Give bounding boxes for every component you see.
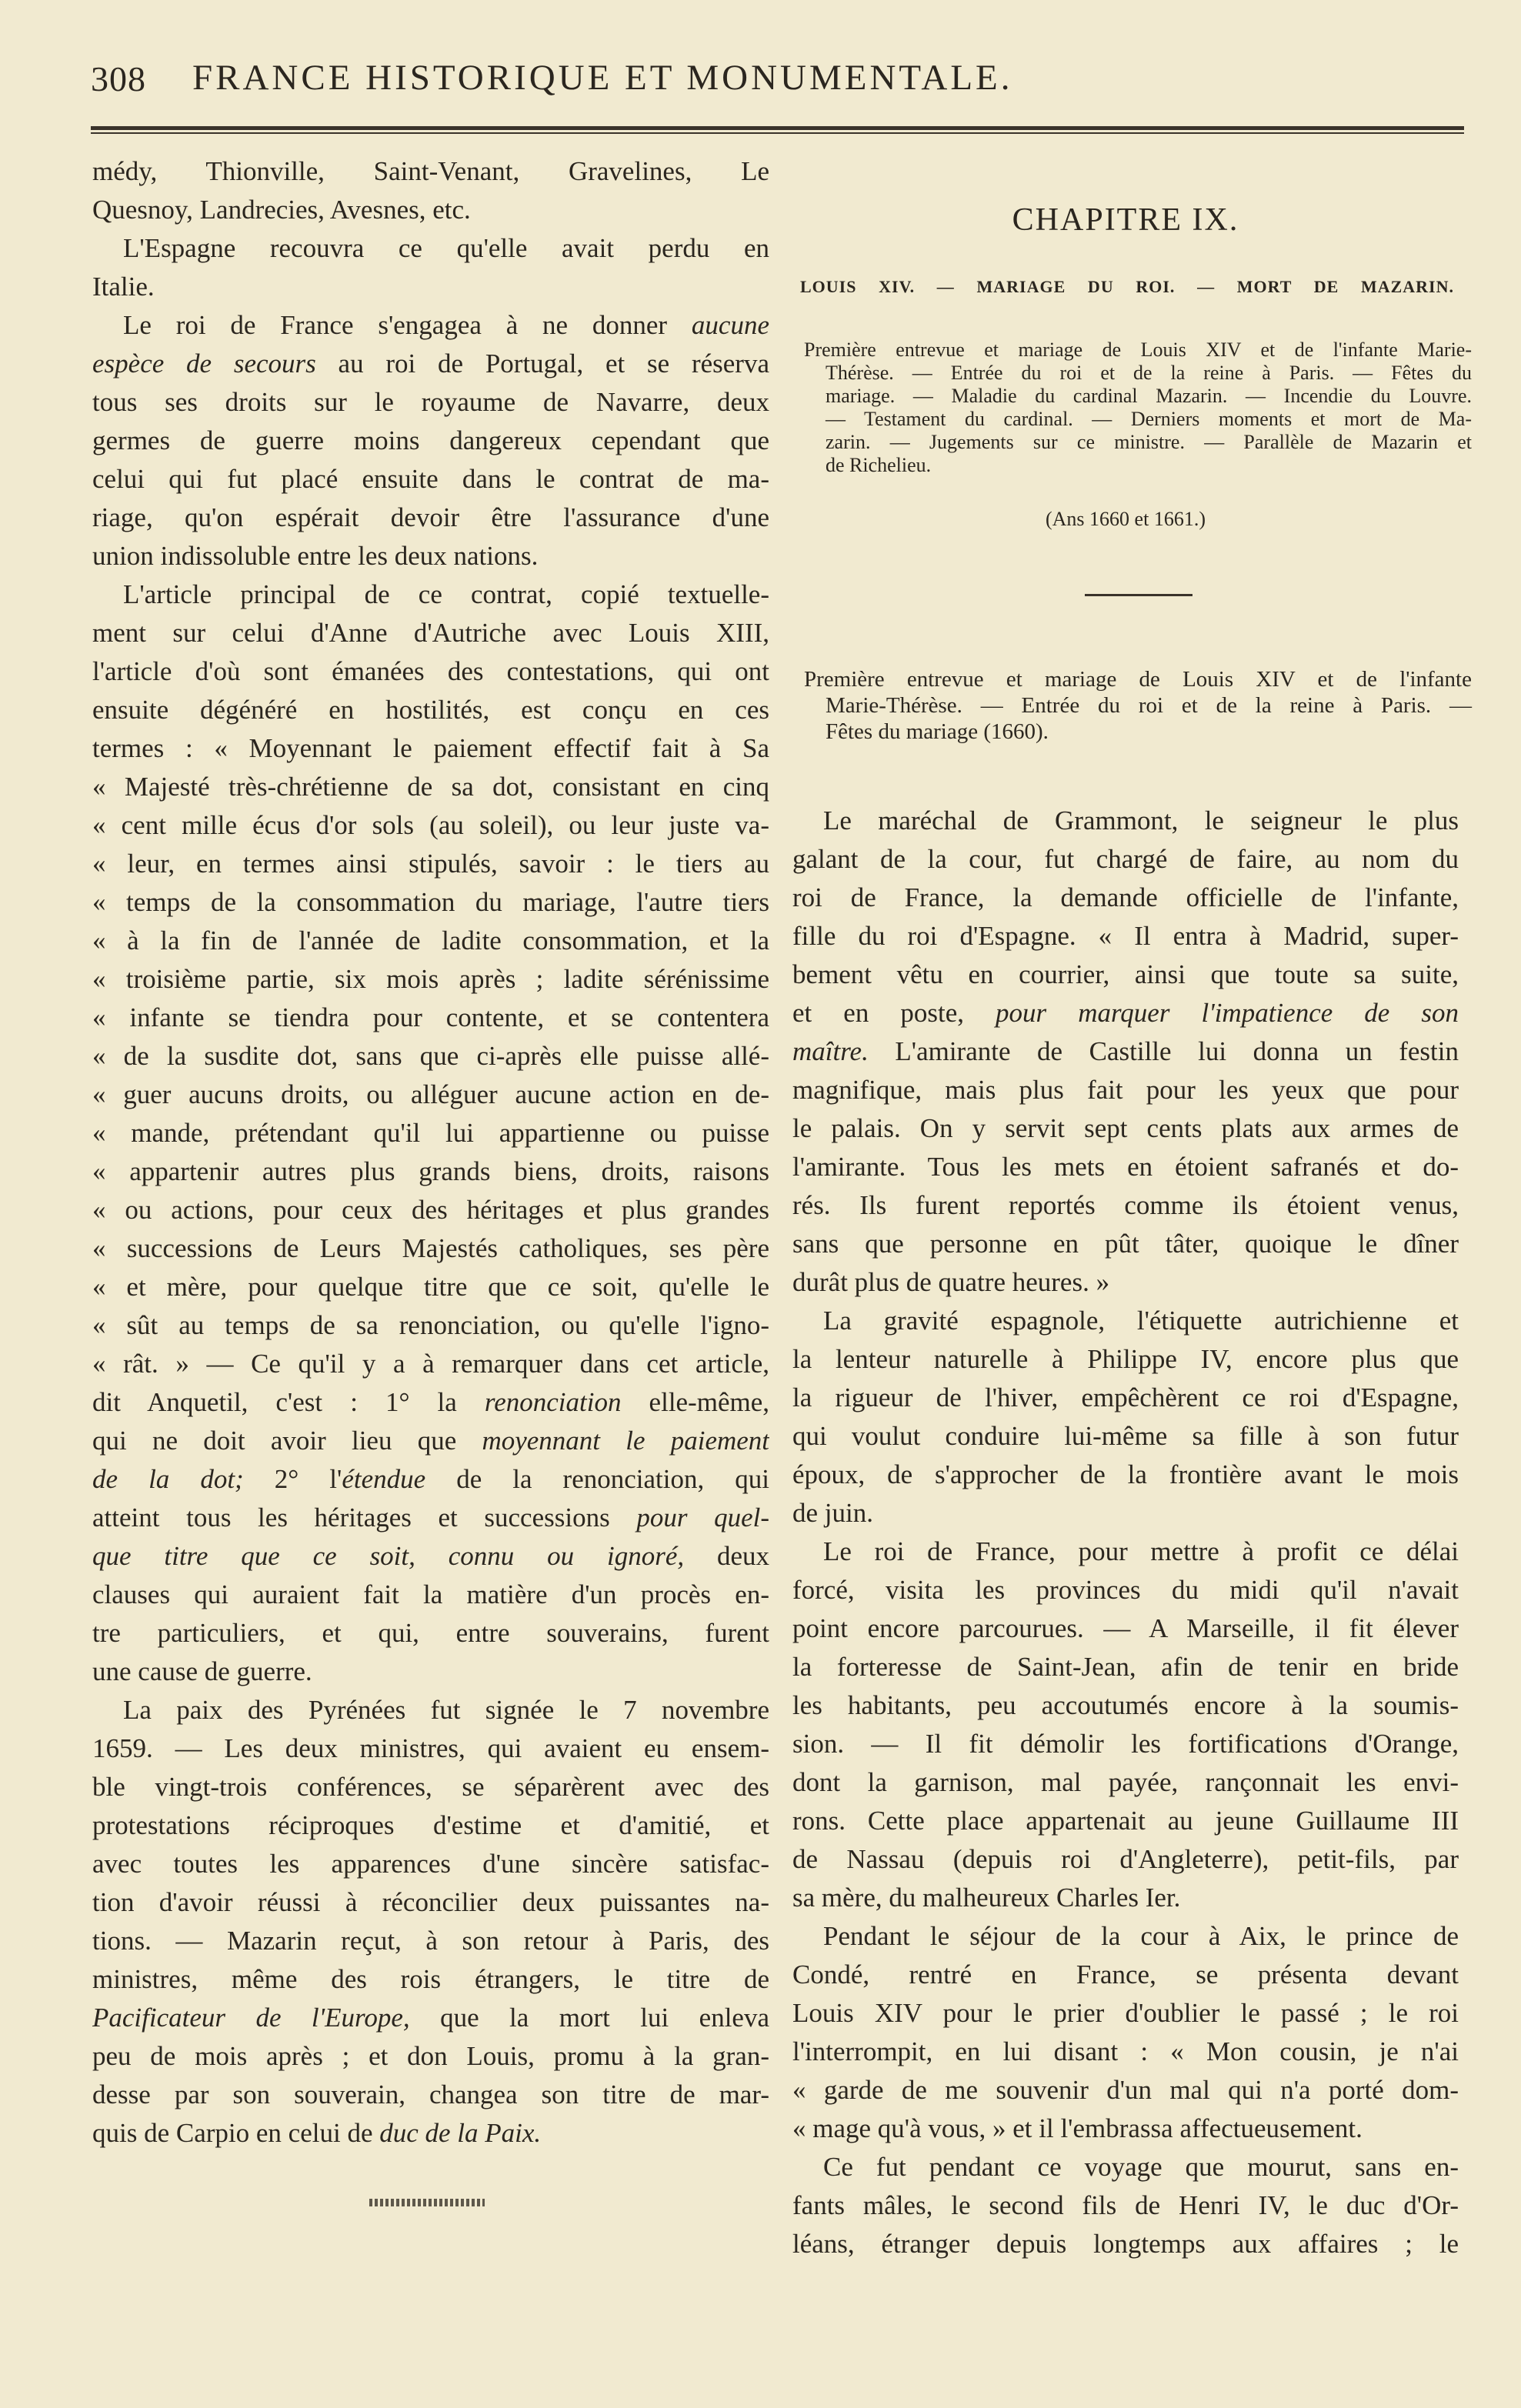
- text-line: [92, 1383, 769, 1422]
- text-line: [92, 1460, 769, 1499]
- text-line: [92, 1037, 769, 1076]
- text-segment: germes de guerre moins dangereux cependant que: [92, 425, 769, 455]
- text-segment: « Majesté très-chrétienne de sa dot, consistant en cinq: [92, 772, 769, 802]
- text-line: [92, 922, 769, 960]
- text-line: [92, 1883, 769, 1922]
- italic-text: étendue: [342, 1464, 426, 1494]
- text-segment: rons. Cette place appartenait au jeune Guillaume III: [792, 1806, 1459, 1836]
- text-line: [92, 1306, 769, 1345]
- text-line: [92, 1999, 769, 2037]
- text-line: [792, 1109, 1459, 1148]
- text-segment: « successions de Leurs Majestés catholiques, ses père: [92, 1233, 769, 1263]
- text-segment: « ou actions, pour ceux des héritages et plus grandes: [92, 1195, 769, 1225]
- text-segment: sion. — Il fit démolir les fortifications d'Orange,: [792, 1729, 1459, 1759]
- text-line: [792, 1494, 1459, 1533]
- text-line: [792, 1071, 1459, 1109]
- summary-line: mariage. — Maladie du cardinal Mazarin. — Incendie du Louvre.: [826, 385, 1472, 407]
- text-line: [792, 2225, 1459, 2263]
- text-line: [92, 383, 769, 422]
- text-line: [792, 2110, 1459, 2148]
- chapter-years: (Ans 1660 et 1661.): [1046, 508, 1206, 530]
- section-summary-line: Première entrevue et mariage de Louis XIV et de l'infante: [804, 667, 1472, 692]
- text-segment: ble vingt-trois conférences, se séparèrent avec des: [92, 1772, 769, 1802]
- text-segment: Ce fut pendant ce voyage que mourut, sans en-: [823, 2152, 1459, 2182]
- text-line: [792, 2033, 1459, 2071]
- text-line: [92, 537, 769, 575]
- chapter-subtitle: LOUIS XIV. — MARIAGE DU ROI. — MORT DE MAZARIN.: [800, 277, 1454, 296]
- text-line: [92, 345, 769, 383]
- text-line: [92, 1960, 769, 1999]
- text-segment: médy, Thionville, Saint-Venant, Gravelines, Le: [92, 156, 769, 186]
- summary-line: Première entrevue et mariage de Louis XIV et de l'infante Marie-: [804, 339, 1472, 361]
- text-line: [92, 806, 769, 845]
- text-segment: rés. Ils furent reportés comme ils étoient venus,: [792, 1190, 1459, 1220]
- text-segment: de juin.: [792, 1498, 873, 1528]
- text-segment: « guer aucuns droits, ou alléguer aucune action en de-: [92, 1079, 769, 1109]
- text-segment: dont la garnison, mal payée, rançonnait les envi-: [792, 1767, 1459, 1797]
- text-segment: « à la fin de l'année de ladite consommation, et la: [92, 926, 769, 956]
- text-line: [92, 460, 769, 499]
- text-line: [92, 1499, 769, 1537]
- text-segment: forcé, visita les provinces du midi qu'il n'avait: [792, 1575, 1459, 1605]
- text-segment: Louis XIV pour le prier d'oublier le passé ; le roi: [792, 1998, 1459, 2028]
- text-line: [792, 956, 1459, 994]
- text-segment: L'amirante de Castille lui donna un festin: [868, 1036, 1459, 1066]
- text-segment: que la mort lui enleva: [409, 2003, 769, 2033]
- text-line: [792, 1186, 1459, 1225]
- text-line: [792, 1148, 1459, 1186]
- text-line: [792, 879, 1459, 917]
- section-summary-line: Fêtes du mariage (1660).: [826, 719, 1049, 744]
- text-segment: fants mâles, le second fils de Henri IV, le duc d'Or-: [792, 2190, 1459, 2220]
- text-segment: Le roi de France, pour mettre à profit ce délai: [823, 1536, 1459, 1566]
- text-line: [792, 1225, 1459, 1263]
- text-segment: sans que personne en pût tâter, quoique le dîner: [792, 1229, 1459, 1259]
- italic-text: que titre que ce soit, connu ou ignoré,: [92, 1541, 685, 1571]
- text-line: [792, 917, 1459, 956]
- text-segment: riage, qu'on espérait devoir être l'assurance d'une: [92, 502, 769, 532]
- text-segment: « sût au temps de sa renonciation, ou qu'elle l'igno-: [92, 1310, 769, 1340]
- text-line: [792, 2071, 1459, 2110]
- text-segment: « garde de me souvenir d'un mal qui n'a porté dom-: [792, 2075, 1459, 2105]
- text-segment: ministres, même des rois étrangers, le titre de: [92, 1964, 769, 1994]
- text-line: [792, 840, 1459, 879]
- text-segment: deux: [684, 1541, 769, 1571]
- section-rule: [1085, 594, 1192, 596]
- text-segment: qui ne doit avoir lieu que: [92, 1426, 482, 1456]
- text-line: [792, 1263, 1459, 1302]
- text-line: [92, 1691, 769, 1729]
- text-segment: Condé, rentré en France, se présenta devant: [792, 1959, 1459, 1989]
- summary-line: zarin. — Jugements sur ce ministre. — Parallèle de Mazarin et: [826, 431, 1472, 453]
- text-segment: bement vêtu en courrier, ainsi que toute sa suite,: [792, 959, 1459, 989]
- text-segment: L'article principal de ce contrat, copié textuelle-: [123, 579, 769, 609]
- right-column: [792, 802, 1459, 2263]
- text-segment: L'Espagne recouvra ce qu'elle avait perdu en: [123, 233, 769, 263]
- text-segment: « appartenir autres plus grands biens, droits, raisons: [92, 1156, 769, 1186]
- text-segment: dit Anquetil, c'est : 1° la: [92, 1387, 485, 1417]
- text-segment: Le maréchal de Grammont, le seigneur le plus: [823, 805, 1459, 835]
- text-segment: le palais. On y servit sept cents plats aux armes de: [792, 1113, 1459, 1143]
- page-number: 308: [91, 59, 146, 98]
- text-line: [792, 1994, 1459, 2033]
- text-segment: la lenteur naturelle à Philippe IV, encore plus que: [792, 1344, 1459, 1374]
- text-line: [792, 994, 1459, 1032]
- text-segment: « de la susdite dot, sans que ci-après elle puisse allé-: [92, 1041, 769, 1071]
- text-line: [792, 1879, 1459, 1917]
- text-line: [92, 2076, 769, 2114]
- text-line: [792, 1609, 1459, 1648]
- text-segment: l'interrompit, en lui disant : « Mon cousin, je n'ai: [792, 2036, 1459, 2066]
- header-rule-thin: [91, 132, 1464, 134]
- text-segment: l'article d'où sont émanées des contestations, qui ont: [92, 656, 769, 686]
- text-line: [92, 1268, 769, 1306]
- text-segment: protestations réciproques d'estime et d'amitié, et: [92, 1810, 769, 1840]
- text-line: [792, 1032, 1459, 1071]
- text-line: [92, 1229, 769, 1268]
- text-line: [92, 1576, 769, 1614]
- text-segment: époux, de s'approcher de la frontière avant le mois: [792, 1459, 1459, 1489]
- italic-text: maître.: [792, 1036, 869, 1066]
- text-segment: 1659. — Les deux ministres, qui avaient eu ensem-: [92, 1733, 769, 1763]
- summary-line: Thérèse. — Entrée du roi et de la reine à Paris. — Fêtes du: [826, 362, 1472, 384]
- text-segment: la rigueur de l'hiver, empêchèrent ce roi d'Espagne,: [792, 1382, 1459, 1412]
- text-line: [792, 2186, 1459, 2225]
- text-line: [792, 1840, 1459, 1879]
- italic-text: pour marquer l'impatience de son: [996, 998, 1459, 1028]
- header-rule: [91, 126, 1464, 130]
- text-segment: desse par son souverain, changea son titre de mar-: [92, 2079, 769, 2110]
- text-segment: magnifique, mais plus fait pour les yeux que pour: [792, 1075, 1459, 1105]
- text-line: [792, 1302, 1459, 1340]
- text-line: [92, 1345, 769, 1383]
- text-segment: Italie.: [92, 272, 155, 302]
- text-line: [92, 999, 769, 1037]
- text-line: [92, 768, 769, 806]
- left-column: [92, 152, 769, 2153]
- text-segment: « rât. » — Ce qu'il y a à remarquer dans cet article,: [92, 1349, 769, 1379]
- text-segment: « et mère, pour quelque titre que ce soit, qu'elle le: [92, 1272, 769, 1302]
- italic-text: Pacificateur de l'Europe,: [92, 2003, 410, 2033]
- text-line: [92, 1845, 769, 1883]
- text-segment: l'amirante. Tous les mets en étoient safranés et do-: [792, 1152, 1459, 1182]
- text-segment: fille du roi d'Espagne. « Il entra à Madrid, super-: [792, 921, 1459, 951]
- text-segment: « troisième partie, six mois après ; ladite sérénissime: [92, 964, 769, 994]
- text-line: [92, 268, 769, 306]
- text-line: [792, 1533, 1459, 1571]
- text-line: [92, 883, 769, 922]
- text-line: [92, 191, 769, 229]
- summary-line: de Richelieu.: [826, 454, 932, 476]
- text-line: [792, 1648, 1459, 1686]
- text-segment: roi de France, la demande officielle de l'infante,: [792, 882, 1459, 912]
- text-segment: La gravité espagnole, l'étiquette autrichienne et: [823, 1306, 1459, 1336]
- text-line: [792, 802, 1459, 840]
- text-line: [92, 1191, 769, 1229]
- text-line: [792, 1802, 1459, 1840]
- text-segment: une cause de guerre.: [92, 1656, 312, 1686]
- text-segment: termes : « Moyennant le paiement effectif fait à Sa: [92, 733, 769, 763]
- text-segment: Le roi de France s'engagea à ne donner: [123, 310, 692, 340]
- text-line: [92, 652, 769, 691]
- italic-text: espèce de secours: [92, 349, 316, 379]
- text-segment: les habitants, peu accoutumés encore à la soumis-: [792, 1690, 1459, 1720]
- italic-text: de la dot;: [92, 1464, 244, 1494]
- text-segment: quis de Carpio en celui de: [92, 2118, 380, 2148]
- text-line: [792, 1340, 1459, 1379]
- text-line: [92, 1076, 769, 1114]
- italic-text: moyennant le paiement: [482, 1426, 769, 1456]
- section-summary: [804, 666, 1472, 745]
- text-segment: La paix des Pyrénées fut signée le 7 novembre: [123, 1695, 769, 1725]
- text-line: [792, 1417, 1459, 1456]
- text-segment: tion d'avoir réussi à réconcilier deux puissantes na-: [92, 1887, 769, 1917]
- text-line: [92, 1729, 769, 1768]
- text-segment: durât plus de quatre heures. »: [792, 1267, 1110, 1297]
- text-segment: Quesnoy, Landrecies, Avesnes, etc.: [92, 195, 471, 225]
- italic-text: renonciation: [484, 1387, 622, 1417]
- text-line: [92, 152, 769, 191]
- text-line: [92, 1768, 769, 1806]
- text-segment: union indissoluble entre les deux nations.: [92, 541, 539, 571]
- text-line: [92, 1537, 769, 1576]
- text-line: [92, 1114, 769, 1152]
- text-line: [792, 1763, 1459, 1802]
- text-line: [92, 229, 769, 268]
- italic-text: duc de la Paix.: [379, 2118, 542, 2148]
- text-segment: galant de la cour, fut chargé de faire, au nom du: [792, 844, 1459, 874]
- text-line: [92, 960, 769, 999]
- text-segment: tre particuliers, et qui, entre souverains, furent: [92, 1618, 769, 1648]
- ornament-divider: [369, 2199, 485, 2206]
- text-segment: et en poste,: [792, 998, 996, 1028]
- text-segment: « leur, en termes ainsi stipulés, savoir : le tiers au: [92, 849, 769, 879]
- text-segment: Pendant le séjour de la cour à Aix, le prince de: [823, 1921, 1459, 1951]
- text-segment: 2° l': [243, 1464, 342, 1494]
- italic-text: pour quel-: [636, 1502, 769, 1533]
- text-segment: « mande, prétendant qu'il lui appartienne ou puisse: [92, 1118, 769, 1148]
- text-line: [92, 306, 769, 345]
- text-segment: point encore parcourues. — A Marseille, il fit élever: [792, 1613, 1459, 1643]
- text-line: [92, 575, 769, 614]
- text-line: [792, 1725, 1459, 1763]
- text-segment: de Nassau (depuis roi d'Angleterre), petit-fils, par: [792, 1844, 1459, 1874]
- text-segment: « infante se tiendra pour contente, et se contentera: [92, 1002, 769, 1032]
- text-segment: clauses qui auraient fait la matière d'un procès en-: [92, 1579, 769, 1609]
- text-line: [92, 1422, 769, 1460]
- text-segment: avec toutes les apparences d'une sincère satisfac-: [92, 1849, 769, 1879]
- text-segment: atteint tous les héritages et successions: [92, 1502, 637, 1533]
- text-line: [792, 1379, 1459, 1417]
- text-line: [792, 1456, 1459, 1494]
- text-segment: elle-même,: [621, 1387, 769, 1417]
- text-line: [92, 1653, 769, 1691]
- text-segment: celui qui fut placé ensuite dans le contrat de ma-: [92, 464, 769, 494]
- italic-text: aucune: [691, 310, 769, 340]
- text-segment: tions. — Mazarin reçut, à son retour à Paris, des: [92, 1926, 769, 1956]
- text-line: [792, 2148, 1459, 2186]
- text-segment: ensuite dégénéré en hostilités, est conçu en ces: [92, 695, 769, 725]
- text-segment: tous ses droits sur le royaume de Navarre, deux: [92, 387, 769, 417]
- chapter-summary: [804, 339, 1472, 477]
- text-line: [92, 1922, 769, 1960]
- text-line: [92, 1614, 769, 1653]
- text-line: [92, 1806, 769, 1845]
- text-segment: léans, étranger depuis longtemps aux affaires ; le: [792, 2229, 1459, 2259]
- summary-line: — Testament du cardinal. — Derniers moments et mort de Ma-: [826, 408, 1472, 430]
- text-segment: sa mère, du malheureux Charles Ier.: [792, 1883, 1181, 1913]
- chapter-title: CHAPITRE IX.: [1012, 202, 1239, 238]
- text-line: [92, 2114, 769, 2153]
- text-line: [792, 1571, 1459, 1609]
- text-segment: peu de mois après ; et don Louis, promu à la gran-: [92, 2041, 769, 2071]
- text-line: [92, 614, 769, 652]
- text-line: [92, 2037, 769, 2076]
- text-line: [792, 1917, 1459, 1956]
- running-title: FRANCE HISTORIQUE ET MONUMENTALE.: [192, 58, 1013, 98]
- text-segment: la forteresse de Saint-Jean, afin de tenir en bride: [792, 1652, 1459, 1682]
- text-line: [792, 1686, 1459, 1725]
- text-segment: « cent mille écus d'or sols (au soleil), ou leur juste va-: [92, 810, 769, 840]
- section-summary-line: Marie-Thérèse. — Entrée du roi et de la reine à Paris. —: [826, 693, 1472, 718]
- text-line: [92, 1152, 769, 1191]
- text-line: [92, 845, 769, 883]
- text-segment: de la renonciation, qui: [425, 1464, 769, 1494]
- text-line: [92, 691, 769, 729]
- text-segment: « mage qu'à vous, » et il l'embrassa affectueusement.: [792, 2113, 1363, 2143]
- text-line: [792, 1956, 1459, 1994]
- text-segment: ment sur celui d'Anne d'Autriche avec Louis XIII,: [92, 618, 769, 648]
- text-segment: qui voulut conduire lui-même sa fille à son futur: [792, 1421, 1459, 1451]
- text-line: [92, 422, 769, 460]
- text-segment: « temps de la consommation du mariage, l'autre tiers: [92, 887, 769, 917]
- text-line: [92, 499, 769, 537]
- text-segment: au roi de Portugal, et se réserva: [315, 349, 769, 379]
- text-line: [92, 729, 769, 768]
